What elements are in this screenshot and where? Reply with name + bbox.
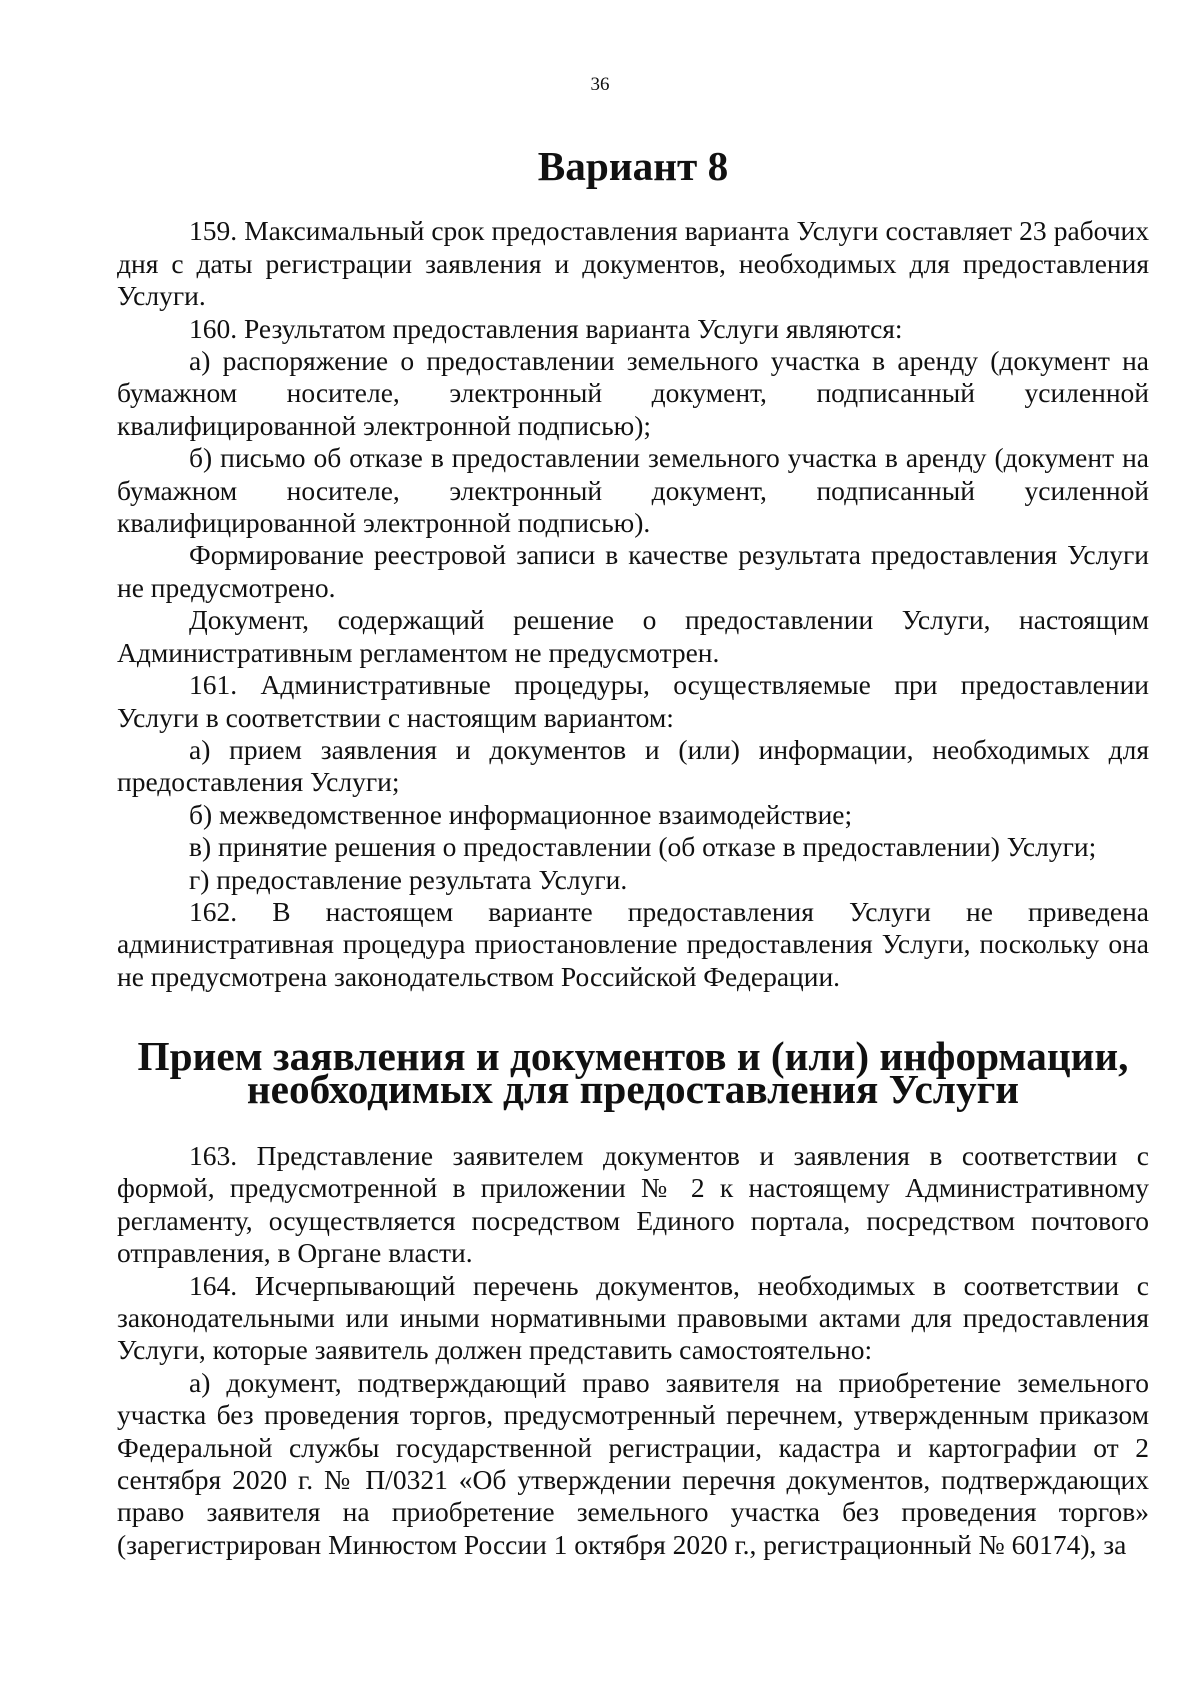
- section-heading: Прием заявления и документов и (или) информации, необходимых для предоставления Услуги: [137, 1033, 1129, 1112]
- paragraph-160-b: б) письмо об отказе в предоставлении земельного участка в аренду (документ на бумажном носителе, электронный документ, подписанный усиленной квалифицированной электронной подписью).: [117, 442, 1149, 539]
- paragraph-registry-record: Формирование реестровой записи в качестве результата предоставления Услуги не предусмотрено.: [117, 539, 1149, 603]
- paragraph-164: 164. Исчерпывающий перечень документов, необходимых в соответствии с законодательными или иными нормативными правовыми актами для предоставления Услуги, которые заявитель должен представить самостоятельно:: [117, 1269, 1149, 1366]
- paragraph-decision-document: Документ, содержащий решение о предоставлении Услуги, настоящим Административным регламентом не предусмотрен.: [117, 604, 1149, 668]
- paragraph-160-a: а) распоряжение о предоставлении земельного участка в аренду (документ на бумажном носителе, электронный документ, подписанный усиленной квалифицированной электронной подписью);: [117, 345, 1149, 441]
- paragraph-161-a: а) прием заявления и документов и (или) информации, необходимых для предоставления Услуги;: [117, 733, 1149, 798]
- paragraph-159: 159. Максимальный срок предоставления варианта Услуги составляет 23 рабочих дня с даты регистрации заявления и документов, необходимых для предоставления Услуги.: [117, 215, 1149, 312]
- paragraph-162: 162. В настоящем варианте предоставления Услуги не приведена административная процедура приостановление предоставления Услуги, поскольку она не предусмотрена законодательством Российской Федерации.: [117, 895, 1149, 992]
- paragraph-164-a: а) документ, подтверждающий право заявителя на приобретение земельного участка без проведения торгов, предусмотренный перечнем, утвержденным приказом Федеральной службы государственной регистрации, кадастра и картографии от 2 сентября 2020 г. № П/0321 «Об утверждении перечня документов, подтверждающих право заявителя на приобретение земельного участка без проведения торгов» (зарегистрирован Минюстом России 1 октября 2020 г., регистрационный № 60174), за: [117, 1366, 1149, 1560]
- document-body: [117, 143, 1149, 1561]
- paragraph-160: 160. Результатом предоставления варианта Услуги являются:: [189, 312, 903, 344]
- variant-heading: Вариант 8: [537, 143, 729, 189]
- paragraph-161-v: в) принятие решения о предоставлении (об отказе в предоставлении) Услуги;: [189, 831, 1097, 863]
- page-number: 36: [590, 74, 610, 95]
- paragraph-161-g: г) предоставление результата Услуги.: [189, 863, 628, 895]
- paragraph-161: 161. Административные процедуры, осуществляемые при предоставлении Услуги в соответствии с настоящим вариантом:: [117, 669, 1149, 733]
- paragraph-161-b: б) межведомственное информационное взаимодействие;: [189, 798, 853, 830]
- paragraph-163: 163. Представление заявителем документов и заявления в соответствии с формой, предусмотренной в приложении № 2 к настоящему Административному регламенту, осуществляется посредством Единого портала, посредством почтового отправления, в Органе власти.: [117, 1139, 1149, 1269]
